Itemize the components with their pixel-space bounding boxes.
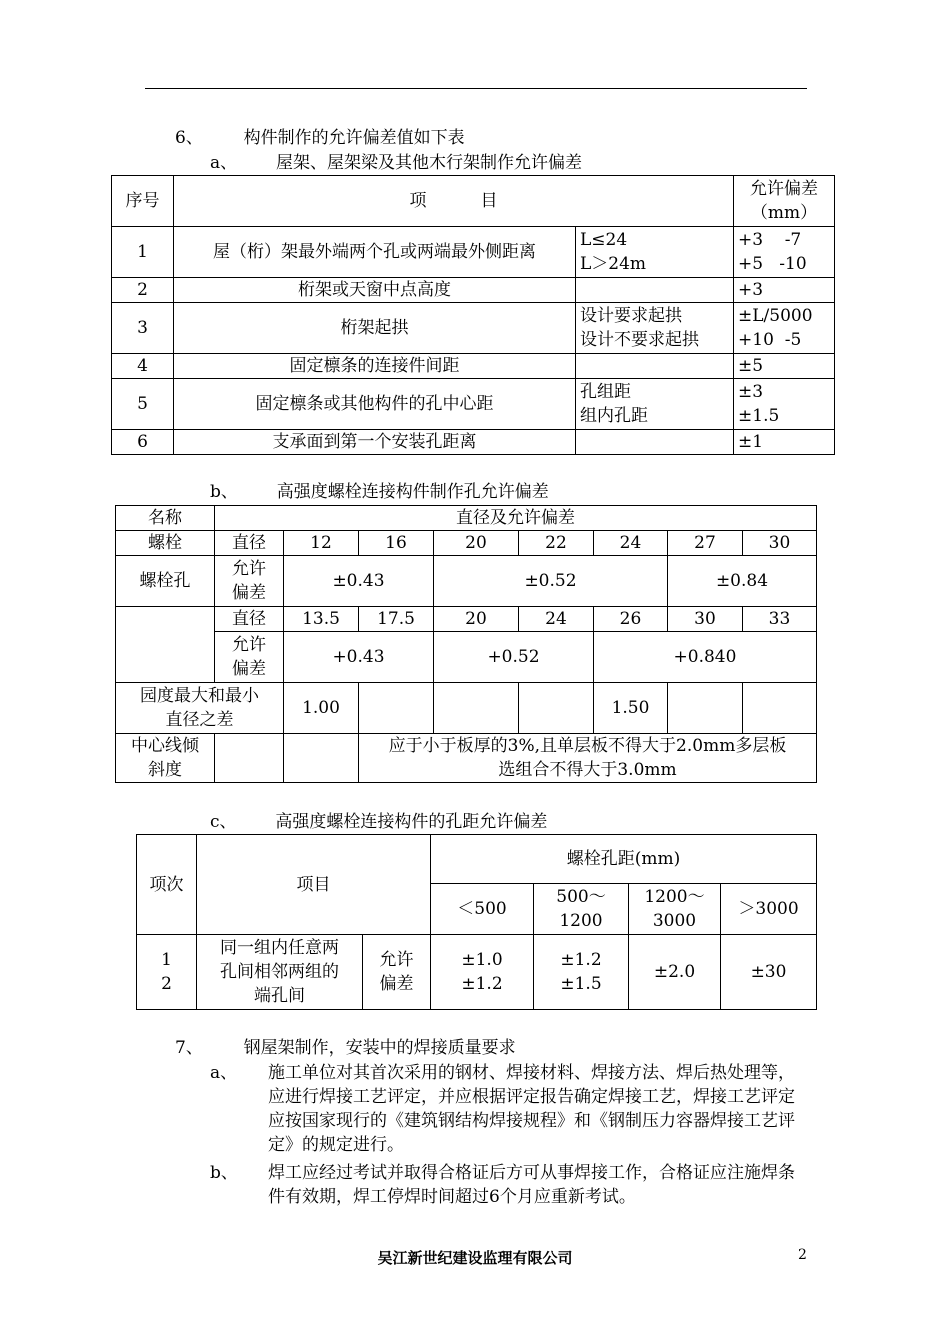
row-no: 1 2 [137,935,197,1010]
table-hole-spacing-tolerance [136,834,817,1010]
row-no: 6 [112,430,174,455]
header-item: 项目 [197,835,431,935]
row-no: 3 [112,303,174,354]
row-item: 屋（桁）架最外端两个孔或两端最外侧距离 [174,227,576,278]
hole-tolerance: +0.43 [284,632,434,683]
bolt-diameter: 30 [743,531,817,556]
s7b-text: 焊工应经过考试并取得合格证后方可从事焊接工作，合格证应注施焊条件有效期，焊工停焊时间超过6个月应重新考试。 [268,1163,795,1207]
table-row [137,835,817,884]
row-item: 固定檩条或其他构件的孔中心距 [174,379,576,430]
roundness-label: 园度最大和最小 直径之差 [116,683,284,734]
spacing-range: 500～ 1200 [534,884,629,935]
row-item: 桁架起拱 [174,303,576,354]
table-row [116,683,817,734]
hole-diameter: 33 [743,607,817,632]
footer-company: 吴江新世纪建设监理有限公司 [377,1249,573,1267]
header-rule [145,88,807,89]
header-item: 项 目 [174,176,734,227]
table-row [116,632,817,683]
bolt-diameter: 22 [519,531,594,556]
hole-tolerance: ±0.43 [284,556,434,607]
s7a-label: a、 [210,1063,238,1083]
table-row [112,227,835,278]
spacing-value: ±30 [721,935,817,1010]
diameter-label: 直径 [215,607,284,632]
table-row [112,430,835,455]
spacing-range: ＞3000 [721,884,817,935]
subsection-c-heading: c、 高强度螺栓连接构件的孔距允许偏差 [210,812,548,832]
empty-cell [215,734,284,783]
bolt-diameter: 27 [668,531,743,556]
empty-cell [668,683,743,734]
roundness-value: 1.50 [594,683,668,734]
s7b-label: b、 [210,1163,238,1183]
subsection-b-title: 高强度螺栓连接构件制作孔允许偏差 [276,482,549,502]
s7a-text: 施工单位对其首次采用的钢材、焊接材料、焊接方法、焊后热处理等，应进行焊接工艺评定，并应根据评定报告确定焊接工艺，焊接工艺评定应按国家现行的《建筑钢结构焊接规程》和《钢制压力容器焊接工艺评定》的规定进行。 [268,1063,795,1155]
spacing-value: ±1.0 ±1.2 [431,935,534,1010]
hole-diameter: 13.5 [284,607,359,632]
table-row [137,935,817,1010]
section-7-title: 钢屋架制作，安装中的焊接质量要求 [243,1038,516,1058]
centerline-text: 应于小于板厚的3%,且单层板不得大于2.0mm多层板 选组合不得大于3.0mm [359,734,817,783]
row-item: 同一组内任意两 孔间相邻两组的 端孔间 [197,935,363,1010]
spacing-range: 1200～ 3000 [629,884,721,935]
empty-cell [116,607,215,683]
row-no: 1 [112,227,174,278]
header-no: 项次 [137,835,197,935]
hole-diameter: 20 [434,607,519,632]
section-6-heading: 6、 构件制作的允许偏差值如下表 [175,128,465,148]
roundness-value: 1.00 [284,683,359,734]
empty-cell [284,734,359,783]
row-item: 桁架或天窗中点高度 [174,278,576,303]
bolt-label: 螺栓 [116,531,215,556]
bolt-diameter: 20 [434,531,519,556]
section-7-heading: 7、 钢屋架制作，安装中的焊接质量要求 [175,1038,516,1058]
row-condition [576,278,734,303]
section-6-title: 构件制作的允许偏差值如下表 [243,128,465,148]
table-row [112,303,835,354]
header-tolerance: 允许偏差 （mm） [734,176,835,227]
hole-diameter: 30 [668,607,743,632]
row-tolerance-label: 允许 偏差 [363,935,431,1010]
row-tolerance: ±L/5000 +10 -5 [734,303,835,354]
hole-tolerance: ±0.52 [434,556,668,607]
tolerance-label: 允许 偏差 [215,556,284,607]
bolt-diameter: 12 [284,531,359,556]
table-row [116,506,817,531]
row-condition: 设计要求起拱 设计不要求起拱 [576,303,734,354]
table-row [112,278,835,303]
empty-cell [434,683,519,734]
table-bolt-hole-tolerance [115,505,817,783]
empty-cell [519,683,594,734]
table-row [116,531,817,556]
row-tolerance: ±5 [734,354,835,379]
subsection-a-heading: a、 屋架、屋架梁及其他木行架制作允许偏差 [210,153,582,173]
spacing-value: ±1.2 ±1.5 [534,935,629,1010]
page-number: 2 [798,1247,807,1263]
table-row [112,354,835,379]
row-condition: L≤24 L＞24m [576,227,734,278]
diameter-tolerance-header: 直径及允许偏差 [215,506,817,531]
row-condition [576,354,734,379]
header-spacing: 螺栓孔距(mm) [431,835,817,884]
hole-label: 螺栓孔 [116,556,215,607]
empty-cell [743,683,817,734]
table-truss-tolerance [111,175,835,455]
row-tolerance: +3 [734,278,835,303]
row-tolerance: ±3 ±1.5 [734,379,835,430]
centerline-label: 中心线倾 斜度 [116,734,215,783]
row-item: 固定檩条的连接件间距 [174,354,576,379]
hole-tolerance: +0.52 [434,632,594,683]
diameter-label: 直径 [215,531,284,556]
table-row [116,607,817,632]
row-tolerance: +3 -7 +5 -10 [734,227,835,278]
subsection-b-heading: b、 高强度螺栓连接构件制作孔允许偏差 [210,482,549,502]
row-condition [576,430,734,455]
table-row [116,556,817,607]
spacing-value: ±2.0 [629,935,721,1010]
hole-diameter: 26 [594,607,668,632]
row-condition: 孔组距 组内孔距 [576,379,734,430]
hole-diameter: 17.5 [359,607,434,632]
header-no: 序号 [112,176,174,227]
row-no: 5 [112,379,174,430]
empty-cell [359,683,434,734]
table-header-row [112,176,835,227]
row-tolerance: ±1 [734,430,835,455]
spacing-range: ＜500 [431,884,534,935]
row-no: 4 [112,354,174,379]
subsection-c-title: 高强度螺栓连接构件的孔距允许偏差 [275,812,548,832]
bolt-diameter: 24 [594,531,668,556]
hole-tolerance: ±0.84 [668,556,817,607]
hole-diameter: 24 [519,607,594,632]
bolt-diameter: 16 [359,531,434,556]
hole-tolerance: +0.840 [594,632,817,683]
table-row [112,379,835,430]
subsection-a-title: 屋架、屋架梁及其他木行架制作允许偏差 [275,153,582,173]
name-header: 名称 [116,506,215,531]
row-no: 2 [112,278,174,303]
row-item: 支承面到第一个安装孔距离 [174,430,576,455]
table-row [116,734,817,783]
tolerance-label: 允许 偏差 [215,632,284,683]
